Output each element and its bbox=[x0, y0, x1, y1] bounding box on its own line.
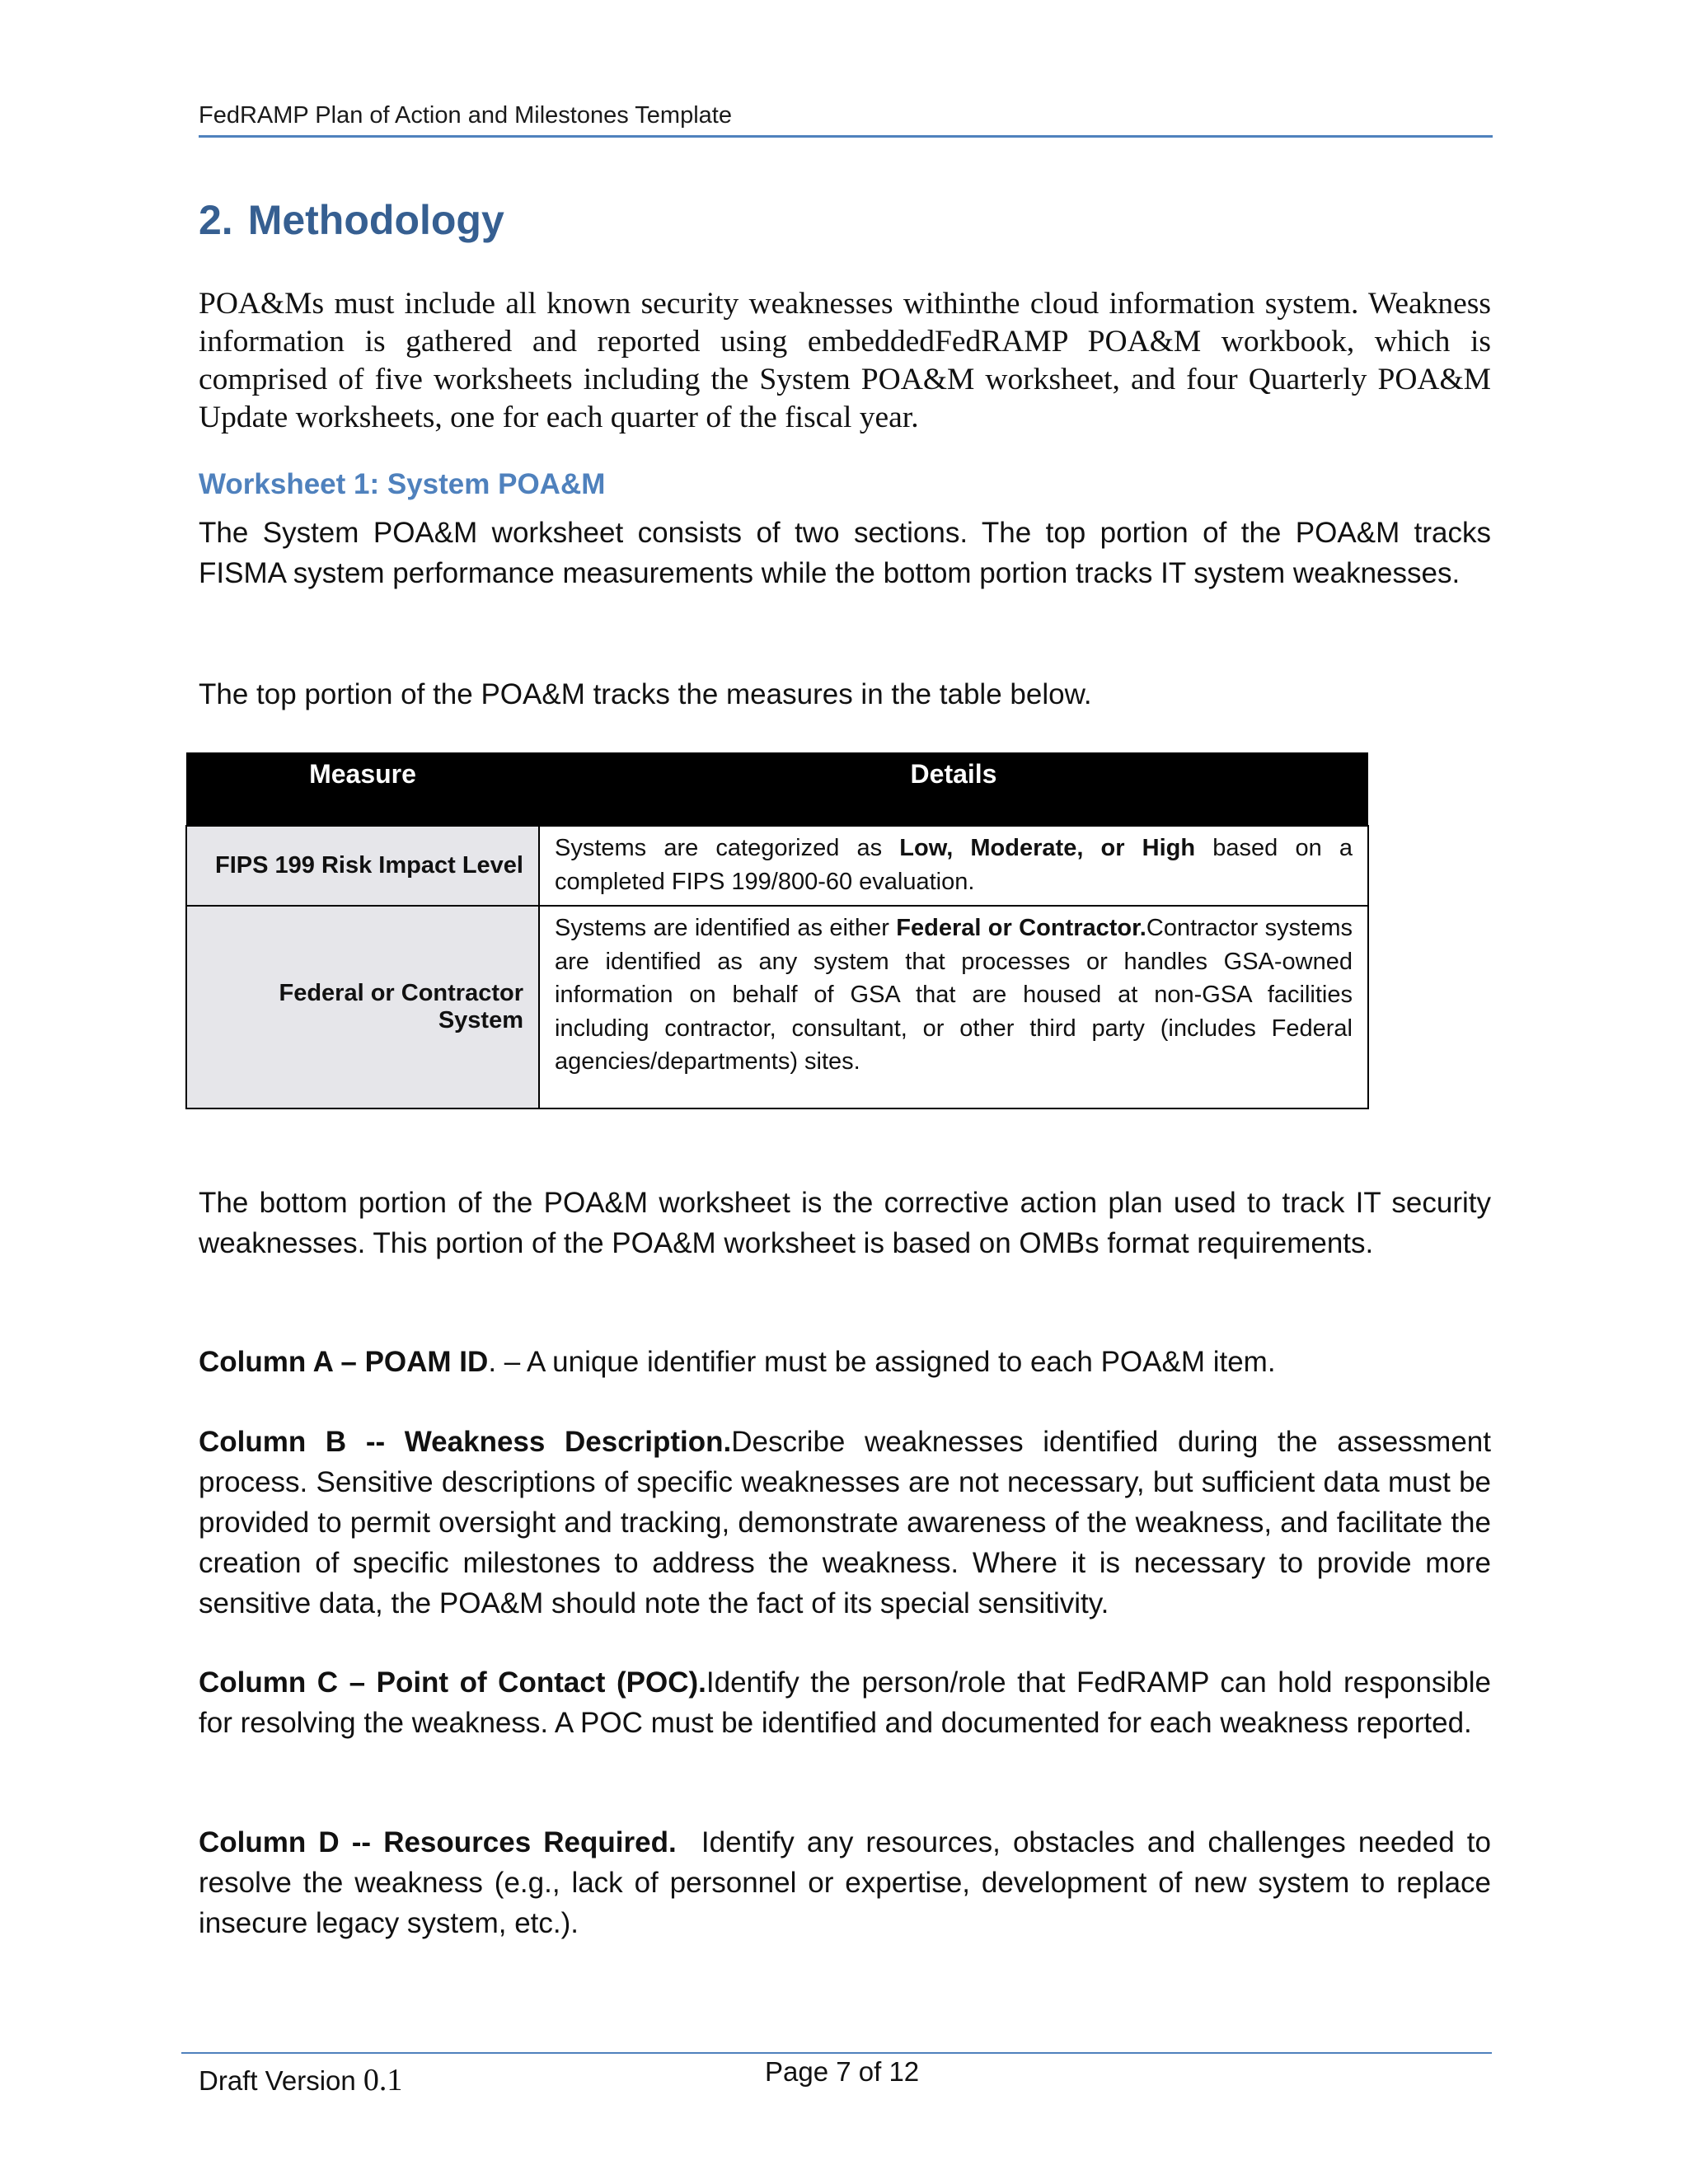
details-header: Details bbox=[539, 752, 1368, 826]
section-heading bbox=[199, 196, 504, 244]
table-intro-paragraph: The top portion of the POA&M tracks the measures in the table below. bbox=[199, 678, 1092, 710]
page-number: Page 7 of 12 bbox=[765, 2056, 920, 2087]
details-cell: Systems are identified as either Federal or Contractor.Contractor systems are identified as any system that processes or handles GSA-owned information on behalf of GSA that are housed at non-GSA facilities including contractor, consultant, or other third party (includes Federal agencies/departments) sites. bbox=[539, 906, 1368, 1108]
column-label: Column A – POAM ID bbox=[199, 1346, 489, 1378]
column-label: Column B -- Weakness Description. bbox=[199, 1426, 732, 1458]
bottom-portion-paragraph: The bottom portion of the POA&M worksheet is the corrective action plan used to track IT security weaknesses. This portion of the POA&M worksheet is based on OMBs format requirements. bbox=[199, 1187, 1491, 1259]
worksheet-heading: Worksheet 1: System POA&M bbox=[199, 468, 606, 500]
header-rule bbox=[199, 135, 1493, 138]
measure-cell: FIPS 199 Risk Impact Level bbox=[186, 826, 539, 906]
footer-rule bbox=[181, 2052, 1492, 2054]
column-d-paragraph: Column D -- Resources Required. Identify any resources, obstacles and challenges needed to resolve the weakness (e.g., lack of personnel or expertise, development of new system to replace insecure legacy system, etc.). bbox=[199, 1826, 1499, 1939]
column-label: Column D -- Resources Required. bbox=[199, 1826, 677, 1858]
running-header: FedRAMP Plan of Action and Milestones Template bbox=[199, 102, 732, 129]
measure-header: Measure bbox=[186, 752, 539, 826]
worksheet-paragraph: The System POA&M worksheet consists of two sections. The top portion of the POA&M tracks FISMA system performance measurements while the bottom portion tracks IT system weaknesses. bbox=[199, 517, 1491, 589]
section-title: Methodology bbox=[247, 197, 504, 243]
section-number: 2. bbox=[199, 197, 233, 243]
column-b-paragraph: Column B -- Weakness Description.Describe weaknesses identified during the assessment process. Sensitive descriptions of specific weaknesses are not necessary, but sufficient data must be provided to permit oversight and tracking, demonstrate awareness of the weakness, and facilitate the creation of specific milestones to address the weakness. Where it is necessary to provide more sensitive data, the POA&M should note the fact of its special sensitivity. bbox=[199, 1426, 1491, 1619]
intro-paragraph: POA&Ms must include all known security weaknesses withinthe cloud information system. Weakness information is gathered and reported using embeddedFedRAMP POA&M workbook, which is comprised of five worksheets including the System POA&M worksheet, and four Quarterly POA&M Update worksheets, one for each quarter of the fiscal year. bbox=[199, 287, 1491, 434]
table-row bbox=[186, 906, 1368, 1108]
column-c-paragraph: Column C – Point of Contact (POC).Identify the person/role that FedRAMP can hold responsible for resolving the weakness. A POC must be identified and documented for each weakness reported. bbox=[199, 1666, 1491, 1739]
measures-table bbox=[185, 752, 1369, 1109]
draft-version: Draft Version 0.1 bbox=[199, 2063, 403, 2097]
column-a-paragraph: Column A – POAM ID. – A unique identifier must be assigned to each POA&M item. bbox=[199, 1346, 1276, 1378]
details-cell: Systems are categorized as Low, Moderate, or High based on a completed FIPS 199/800-60 evaluation. bbox=[539, 826, 1368, 906]
table-header-row bbox=[186, 752, 1368, 826]
version-number: 0.1 bbox=[363, 2063, 403, 2097]
measure-cell: Federal or Contractor System bbox=[186, 906, 539, 1108]
table-row bbox=[186, 826, 1368, 906]
column-label: Column C – Point of Contact (POC). bbox=[199, 1666, 706, 1699]
